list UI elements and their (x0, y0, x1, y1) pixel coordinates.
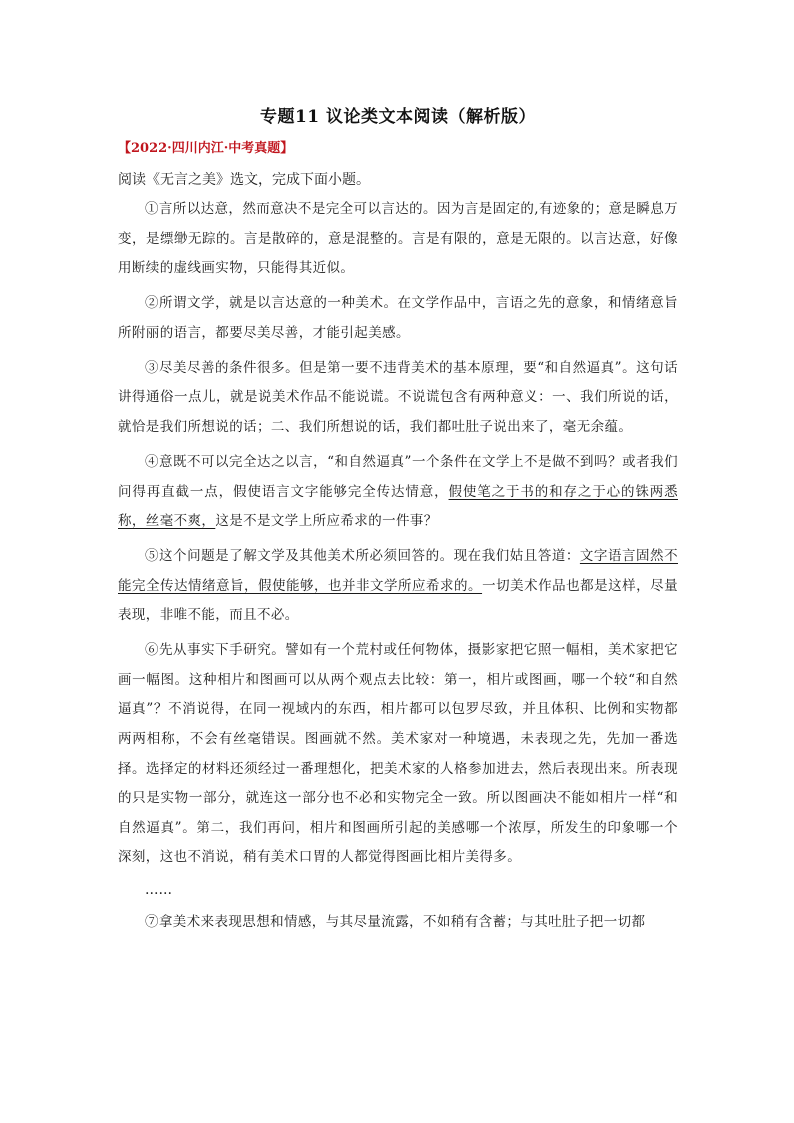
document-page (118, 102, 678, 943)
paragraph-1: ①言所以达意，然而意决不是完全可以言达的。因为言是固定的,有迹象的；意是瞬息万变，是缥缈无踪的。言是散碎的，意是混整的。言是有限的，意是无限的。以言达意，好像用断续的虚线画实物，只能得其近似。 (118, 201, 678, 277)
underlined-sentence-5: 文字语言固然不能完全传达情绪意旨，假使能够，也并非文学所应希求的。 (118, 548, 678, 594)
paragraph-7: ⑦拿美术来表现思想和情感，与其尽量流露，不如稍有含蓄；与其吐肚子把一切都 (145, 914, 646, 931)
paragraph-5: ⑤这个问题是了解文学及其他美术所必须回答的。现在我们姑且答道：文字语言固然不能完全传达情绪意旨，假使能够，也并非文学所应希求的。一切美术作品也都是这样，尽量表现，非唯不能，而且不必。 (118, 548, 678, 624)
article-body (118, 195, 678, 938)
paragraph-2: ②所谓文学，就是以言达意的一种美术。在文学作品中，言语之先的意象，和情绪意旨所附丽的语言，都要尽美尽善，才能引起美感。 (118, 295, 678, 341)
ellipsis: …… (145, 882, 172, 899)
document-title: 专题11 议论类文本阅读（解析版） (259, 107, 537, 127)
source-tag: 【2022·四川内江·中考真题】 (118, 141, 294, 156)
intro-instruction: 阅读《无言之美》选文，完成下面小题。 (118, 172, 370, 188)
paragraph-4: ④意既不可以完全达之以言，“和自然逼真”一个条件在文学上不是做不到吗？或者我们问得再直截一点，假使语言文字能够完全传达情意，假使笔之于书的和存之于心的铢两悉称，丝毫不爽，这是不是文学上所应希求的一件事？ (118, 453, 678, 530)
underlined-sentence-4: 假使笔之于书的和存之于心的铢两悉称，丝毫不爽， (118, 483, 678, 530)
paragraph-6: ⑥先从事实下手研究。譬如有一个荒村或任何物体，摄影家把它照一幅相，美术家把它画一幅图。这种相片和图画可以从两个观点去比较：第一，相片或图画，哪一个较“和自然逼真”？不消说得，在同一视域内的东西，相片都可以包罗尽致，并且体积、比例和实物都两两相称，不会有丝毫错误。图画就不然。美术家对一种境遇，未表现之先，先加一番选择。选择定的材料还须经过一番理想化，把美术家的人格参加进去，然后表现出来。所表现的只是实物一部分，就连这一部分也不必和实物完全一致。所以图画决不能如相片一样“和自然逼真”。第二，我们再问，相片和图画所引起的美感哪一个浓厚，所发生的印象哪一个深刻，这也不消说，稍有美术口胃的人都觉得图画比相片美得多。 (118, 642, 678, 866)
paragraph-3: ③尽美尽善的条件很多。但是第一要不违背美术的基本原理，要“和自然逼真”。这句话讲得通俗一点儿，就是说美术作品不能说谎。不说谎包含有两种意义：一、我们所说的话，就恰是我们所想说的话；二、我们所想说的话，我们都吐肚子说出来了，毫无余蕴。 (118, 359, 678, 435)
